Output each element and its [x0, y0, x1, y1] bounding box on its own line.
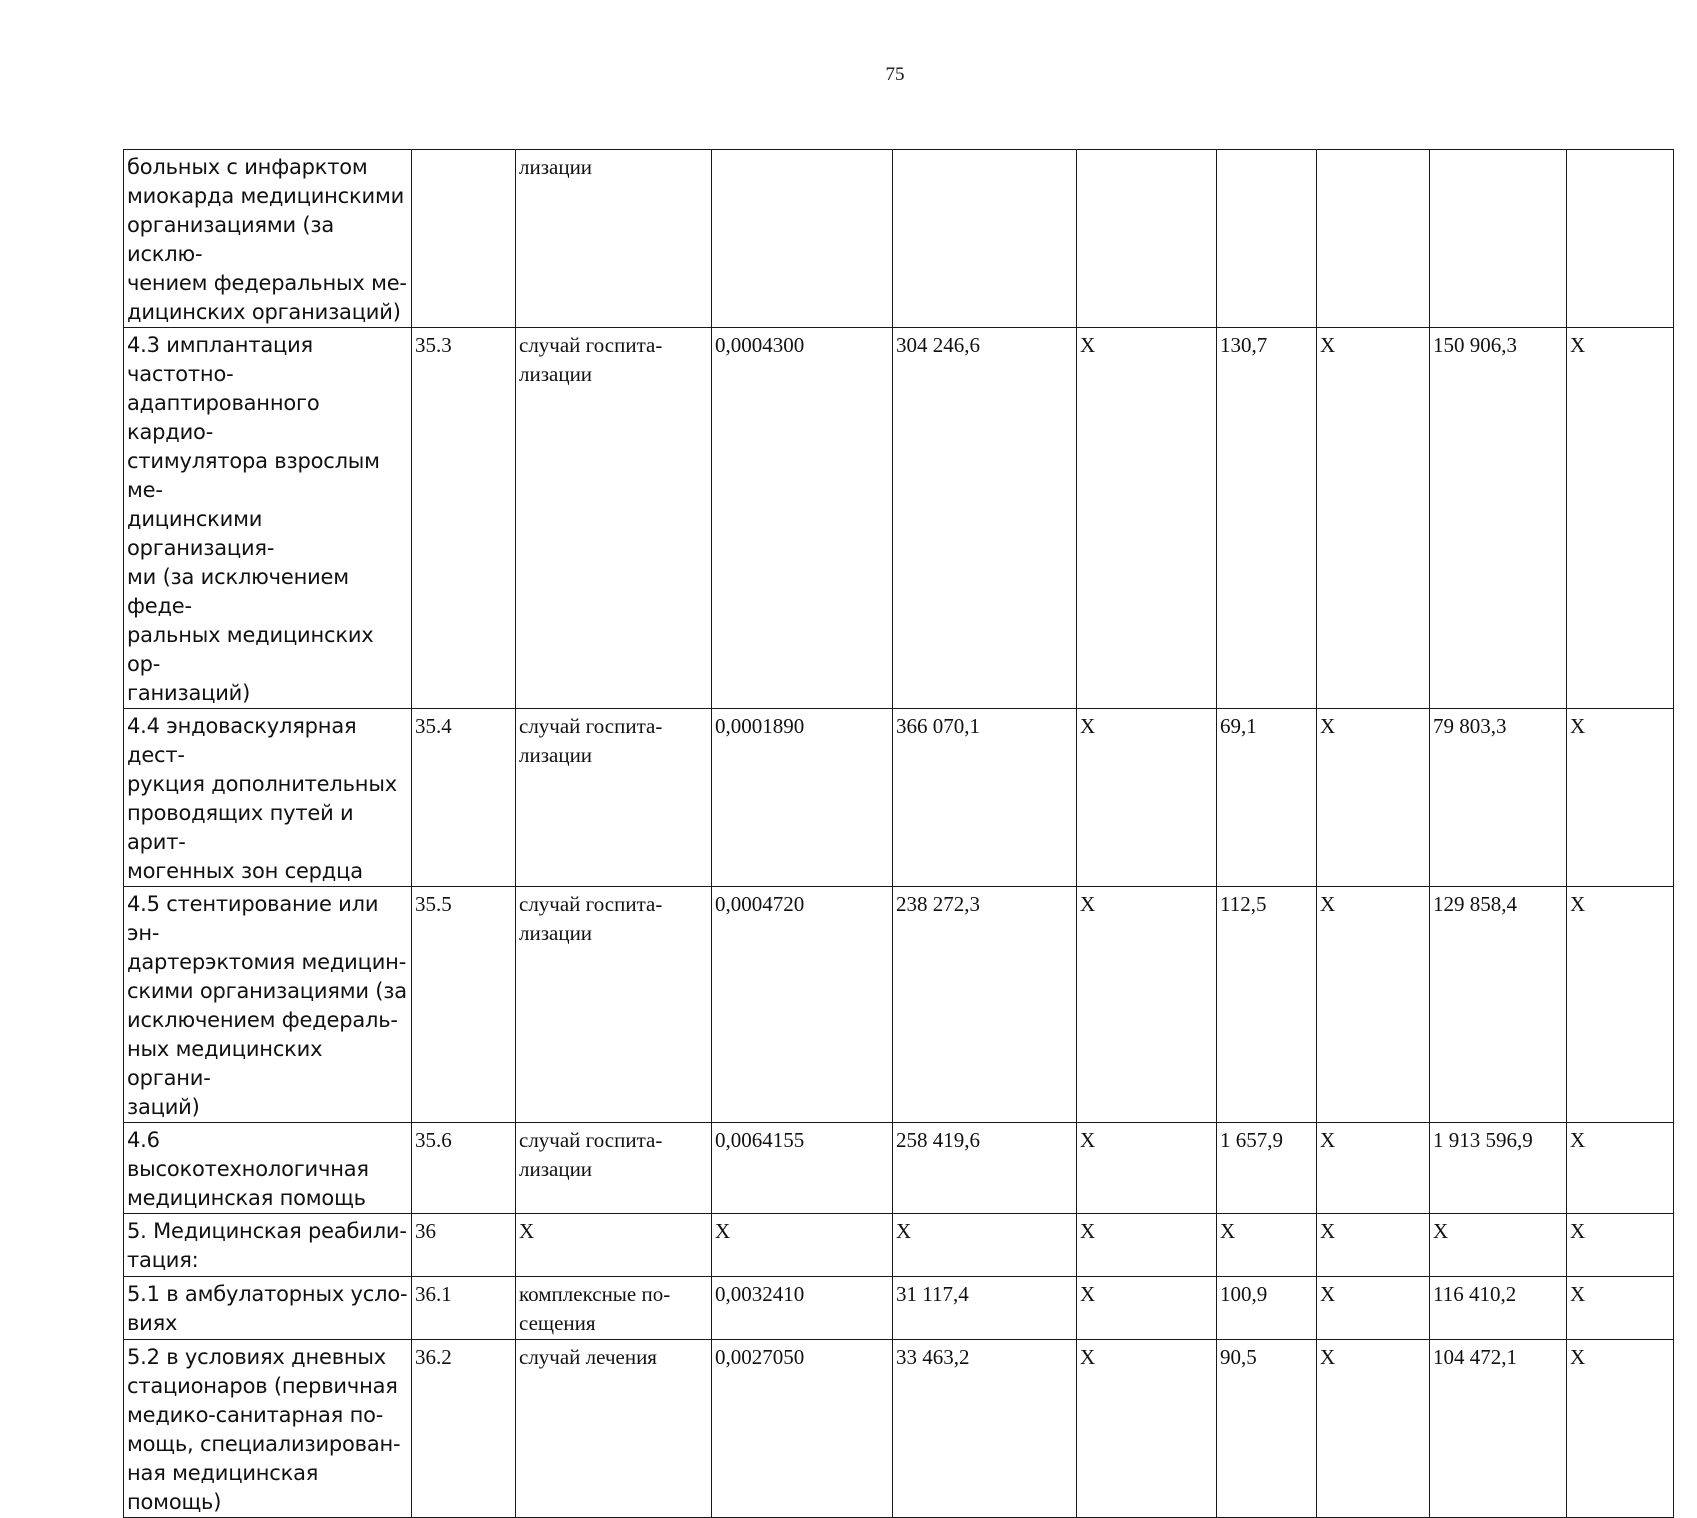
row-code-cell: 36	[412, 1214, 516, 1277]
row-name-cell: больных с инфарктом миокарда медицинскими организациями (за исклю- чением федеральных ме- дицинских организаций)	[124, 150, 412, 328]
row-value-cell: 31 117,4	[893, 1277, 1077, 1340]
row-code-cell: 35.3	[412, 328, 516, 709]
row-value-cell: X	[1317, 1340, 1430, 1518]
row-name-cell: 5.2 в условиях дневных стационаров (первичная медико-санитарная по- мощь, специализирован- ная медицинская помощь)	[124, 1340, 412, 1518]
row-value-cell: X	[1077, 1214, 1217, 1277]
row-value-cell: X	[1077, 328, 1217, 709]
row-value-cell: 150 906,3	[1430, 328, 1567, 709]
table-row	[124, 887, 1674, 1123]
row-value-cell: X	[1077, 709, 1217, 887]
row-value-cell: 0,0027050	[712, 1340, 893, 1518]
row-name-cell: 5. Медицинская реабили- тация:	[124, 1214, 412, 1277]
row-value-cell: X	[1430, 1214, 1567, 1277]
row-value-cell: X	[1567, 1123, 1674, 1214]
row-value-cell: 238 272,3	[893, 887, 1077, 1123]
row-name-cell: 4.5 стентирование или эн- дартерэктомия медицин- скими организациями (за исключением федераль- ных медицинских органи- заций)	[124, 887, 412, 1123]
row-code-cell: 35.6	[412, 1123, 516, 1214]
row-value-cell	[1077, 150, 1217, 328]
row-value-cell: X	[1567, 1340, 1674, 1518]
row-value-cell: 130,7	[1217, 328, 1317, 709]
row-value-cell: 0,0004300	[712, 328, 893, 709]
row-value-cell: 1 657,9	[1217, 1123, 1317, 1214]
row-value-cell: X	[1567, 328, 1674, 709]
row-name-cell: 4.6 высокотехнологичная медицинская помощь	[124, 1123, 412, 1214]
row-value-cell: X	[1317, 328, 1430, 709]
row-value-cell	[1430, 150, 1567, 328]
row-value-cell	[1317, 150, 1430, 328]
row-value-cell: X	[893, 1214, 1077, 1277]
row-value-cell: 0,0004720	[712, 887, 893, 1123]
table-row	[124, 709, 1674, 887]
row-value-cell: X	[1567, 887, 1674, 1123]
table-row	[124, 1277, 1674, 1340]
row-value-cell: X	[1077, 887, 1217, 1123]
table-body	[124, 150, 1674, 1518]
row-code-cell: 36.1	[412, 1277, 516, 1340]
row-value-cell: 1 913 596,9	[1430, 1123, 1567, 1214]
row-value-cell: X	[1567, 1277, 1674, 1340]
row-unit-cell: случай госпита- лизации	[516, 1123, 712, 1214]
row-value-cell: X	[1317, 1214, 1430, 1277]
row-unit-cell: случай лечения	[516, 1340, 712, 1518]
data-table	[123, 149, 1674, 1518]
table-row	[124, 150, 1674, 328]
row-value-cell: 129 858,4	[1430, 887, 1567, 1123]
row-unit-cell: случай госпита- лизации	[516, 709, 712, 887]
row-code-cell: 36.2	[412, 1340, 516, 1518]
row-value-cell: 116 410,2	[1430, 1277, 1567, 1340]
row-value-cell: 304 246,6	[893, 328, 1077, 709]
row-value-cell	[893, 150, 1077, 328]
row-value-cell: 258 419,6	[893, 1123, 1077, 1214]
row-value-cell: X	[1217, 1214, 1317, 1277]
row-value-cell: X	[1077, 1123, 1217, 1214]
row-value-cell: 0,0032410	[712, 1277, 893, 1340]
row-unit-cell: лизации	[516, 150, 712, 328]
row-name-cell: 4.3 имплантация частотно- адаптированного кардио- стимулятора взрослым ме- дицинскими организация- ми (за исключением феде- ральных медицинских ор- ганизаций)	[124, 328, 412, 709]
row-value-cell: X	[1317, 709, 1430, 887]
row-value-cell: X	[1317, 1123, 1430, 1214]
row-value-cell: 0,0001890	[712, 709, 893, 887]
row-value-cell: 112,5	[1217, 887, 1317, 1123]
table-row	[124, 1340, 1674, 1518]
row-value-cell: 366 070,1	[893, 709, 1077, 887]
row-value-cell: X	[1317, 887, 1430, 1123]
row-code-cell: 35.5	[412, 887, 516, 1123]
table-row	[124, 1214, 1674, 1277]
row-value-cell	[1217, 150, 1317, 328]
row-code-cell	[412, 150, 516, 328]
page-number: 75	[885, 64, 905, 85]
row-value-cell: 79 803,3	[1430, 709, 1567, 887]
table-row	[124, 328, 1674, 709]
row-name-cell: 5.1 в амбулаторных усло- виях	[124, 1277, 412, 1340]
row-value-cell: 69,1	[1217, 709, 1317, 887]
row-name-cell: 4.4 эндоваскулярная дест- рукция дополнительных проводящих путей и арит- могенных зон сердца	[124, 709, 412, 887]
row-value-cell: X	[1567, 709, 1674, 887]
row-value-cell: X	[712, 1214, 893, 1277]
row-value-cell: X	[1077, 1340, 1217, 1518]
row-value-cell: 104 472,1	[1430, 1340, 1567, 1518]
row-value-cell: X	[1077, 1277, 1217, 1340]
row-code-cell: 35.4	[412, 709, 516, 887]
row-value-cell	[1567, 150, 1674, 328]
row-value-cell: 33 463,2	[893, 1340, 1077, 1518]
row-value-cell	[712, 150, 893, 328]
row-unit-cell: случай госпита- лизации	[516, 887, 712, 1123]
row-value-cell: 100,9	[1217, 1277, 1317, 1340]
row-value-cell: X	[1567, 1214, 1674, 1277]
row-value-cell: 0,0064155	[712, 1123, 893, 1214]
row-value-cell: 90,5	[1217, 1340, 1317, 1518]
row-unit-cell: комплексные по- сещения	[516, 1277, 712, 1340]
row-unit-cell: X	[516, 1214, 712, 1277]
row-value-cell: X	[1317, 1277, 1430, 1340]
row-unit-cell: случай госпита- лизации	[516, 328, 712, 709]
